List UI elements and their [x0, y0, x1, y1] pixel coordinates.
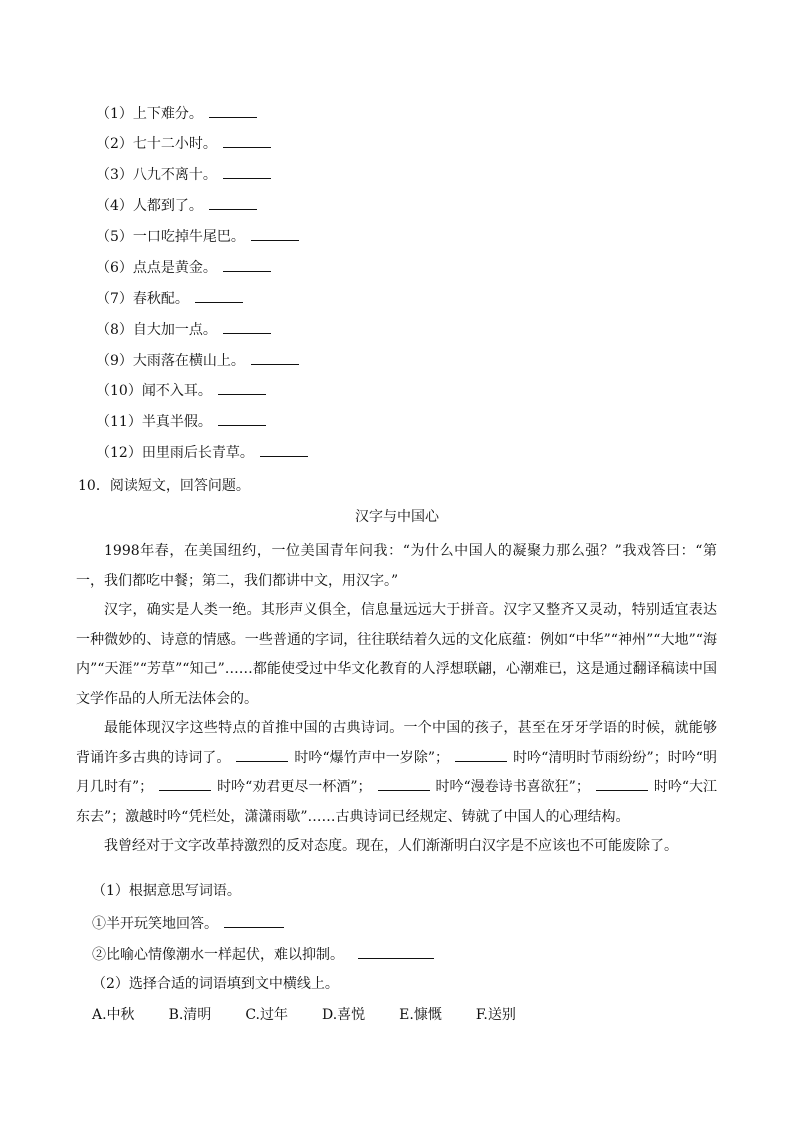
riddle-text: （9）大雨落在横山上。 [96, 353, 245, 369]
answer-blank[interactable] [260, 442, 308, 457]
answer-blank[interactable] [358, 944, 434, 959]
poem-line: 时吟“清明时节雨纷纷”； [513, 749, 668, 766]
option-item: F.送别 [475, 1007, 516, 1023]
answer-blank[interactable] [251, 226, 299, 241]
riddle-item [96, 411, 266, 432]
riddle-item [96, 164, 271, 185]
answer-blank[interactable] [251, 350, 299, 365]
sub-question-1a [92, 913, 284, 934]
article-title: 汉字与中国心 [355, 509, 439, 525]
sub-question-1b [92, 944, 434, 965]
riddle-text: （6）点点是黄金。 [96, 260, 217, 276]
riddle-item [96, 350, 299, 371]
answer-blank[interactable] [223, 319, 271, 334]
answer-blank[interactable] [209, 103, 257, 118]
answer-blank[interactable] [223, 164, 271, 179]
riddle-item [96, 226, 299, 247]
answer-blank[interactable] [223, 133, 271, 148]
riddle-item [96, 380, 266, 401]
riddle-text: （1）上下难分。 [96, 106, 203, 122]
article-body [76, 537, 717, 862]
riddle-item [96, 442, 308, 463]
riddle-text: （12）田里雨后长青草。 [96, 445, 254, 461]
option-item: A.中秋 [92, 1007, 135, 1023]
riddle-text: （4）人都到了。 [96, 198, 203, 214]
answer-blank[interactable] [209, 195, 257, 210]
paragraph-3 [76, 714, 717, 832]
answer-blank[interactable] [218, 380, 266, 395]
poem-line: 时吟“大江东去”；激越时吟“凭栏处，潇潇雨歇”……古典诗词已经规定、铸就了中国人的心理结构。 [76, 779, 717, 825]
riddle-item [96, 103, 257, 124]
paragraph-4: 我曾经对于文字改革持激烈的反对态度。现在，人们渐渐明白汉字是不应该也不可能废除了。 [104, 838, 678, 854]
option-item: E.慷慨 [399, 1007, 442, 1023]
answer-blank[interactable] [159, 776, 211, 791]
answer-blank[interactable] [195, 288, 243, 303]
paragraph-1: 1998年春，在美国纽约，一位美国青年问我：“为什么中国人的凝聚力那么强？”我戏答曰：“第一，我们都吃中餐；第二，我们都讲中文，用汉字。” [76, 543, 717, 589]
poem-line: 时吟“劝君更尽一杯酒”； [217, 779, 372, 795]
answer-blank[interactable] [596, 776, 648, 791]
riddle-item [96, 319, 271, 340]
answer-blank[interactable] [224, 913, 284, 928]
paragraph-3-intro: 最能体现汉字这些特点的首推中国的古典诗词。一个中国的孩子，甚至在牙牙学语的时候，就能够背诵许多古典的诗词了。 [76, 720, 717, 766]
riddle-item [96, 195, 257, 216]
answer-blank[interactable] [223, 257, 271, 272]
sub-question-1a-text: ①半开玩笑地回答。 [92, 916, 218, 932]
riddle-text: （11）半真半假。 [96, 414, 212, 430]
question-heading: 10．阅读短文，回答问题。 [78, 478, 250, 494]
poem-line: 时吟“漫卷诗书喜欲狂”； [435, 779, 590, 795]
riddle-text: （7）春秋配。 [96, 291, 189, 307]
option-item: C.过年 [245, 1007, 288, 1023]
option-item: B.清明 [168, 1007, 212, 1023]
riddle-text: （2）七十二小时。 [96, 136, 217, 152]
answer-blank[interactable] [378, 776, 430, 791]
answer-blank[interactable] [455, 747, 507, 762]
poem-line: 时吟“爆竹声中一岁除”； [294, 749, 450, 766]
poem-line: 时吟“明月几时有”； [76, 749, 717, 795]
sub-question-1b-text: ②比喻心情像潮水一样起伏，难以抑制。 [92, 947, 344, 963]
sub-question-2: （2）选择合适的词语填到文中横线上。 [92, 976, 339, 992]
answer-blank[interactable] [236, 747, 288, 762]
sub-question-1: （1）根据意思写词语。 [92, 883, 241, 899]
option-list [92, 1005, 550, 1025]
riddle-text: （5）一口吃掉牛尾巴。 [96, 229, 245, 245]
riddle-item [96, 288, 243, 309]
paragraph-2: 汉字，确实是人类一绝。其形声义俱全，信息量远远大于拼音。汉字又整齐又灵动，特别适宜表达一种微妙的、诗意的情感。一些普通的字词，往往联结着久远的文化底蕴：例如“中华”“神州”“大地”“海内”“天涯”“芳草”“知己”……都能使受过中华文化教育的人浮想联翩，心潮难已，这是通过翻译稿读中国文学作品的人所无法体会的。 [76, 602, 717, 707]
riddle-item [96, 133, 271, 154]
riddle-text: （8）自大加一点。 [96, 322, 217, 338]
option-item: D.喜悦 [321, 1007, 366, 1023]
riddle-text: （3）八九不离十。 [96, 167, 217, 183]
answer-blank[interactable] [218, 411, 266, 426]
riddle-text: （10）闻不入耳。 [96, 383, 212, 399]
riddle-item [96, 257, 271, 278]
